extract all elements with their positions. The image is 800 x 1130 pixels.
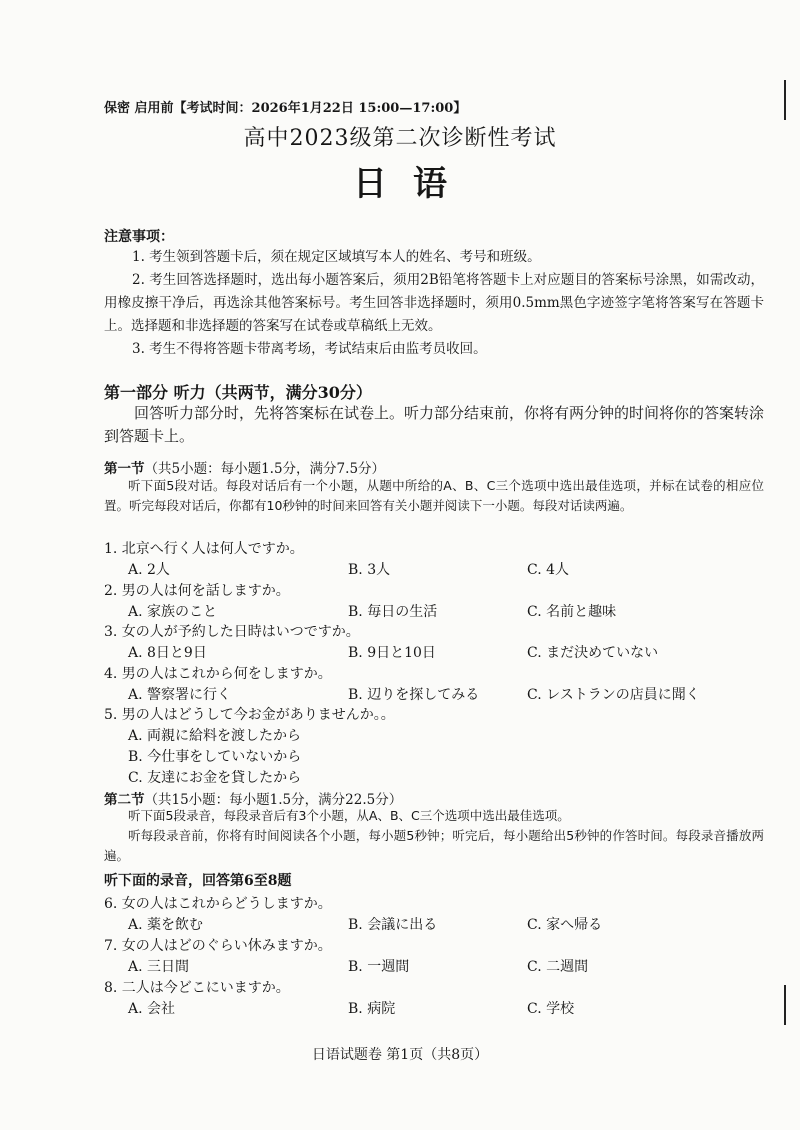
- section-meta: （共5小题：每小题1.5分，满分7.5分）: [144, 461, 386, 477]
- notice-title: 注意事项：: [104, 229, 174, 245]
- option-b: B. 辺りを探してみる: [348, 687, 480, 703]
- scan-edge-line: [784, 985, 786, 1025]
- question-text: 4. 男の人はこれから何をしますか。: [104, 666, 332, 682]
- option-a: A. 家族のこと: [128, 604, 218, 620]
- question-text: 7. 女の人はどのぐらい休みますか。: [104, 938, 332, 954]
- option-a: A. 三日間: [128, 959, 190, 975]
- subject-title: 日语: [353, 164, 473, 204]
- notice-list: [104, 246, 764, 361]
- listening-group-title: 听下面的录音，回答第6至8题: [104, 873, 292, 889]
- question-text: 5. 男の人はどうして今お金がありませんか。。: [104, 707, 395, 723]
- section-intro: [104, 806, 764, 866]
- option-a: A. 両親に給料を渡したから: [128, 728, 302, 744]
- option-a: A. 会社: [128, 1001, 176, 1017]
- notice-item: 2. 考生回答选择题时，选出每小题答案后，须用2B铅笔将答题卡上对应题目的答案标号涂黑，如需改动，用橡皮擦干净后，再选涂其他答案标号。考生回答非选择题时，须用0.5mm黑色字迹签字笔将答案写在答题卡上。选择题和非选择题的答案写在试卷或草稿纸上无效。: [104, 272, 764, 334]
- option-b: B. 会議に出る: [348, 917, 438, 933]
- part-intro: [104, 402, 764, 448]
- option-b: B. 一週間: [348, 959, 410, 975]
- question-text: 3. 女の人が予約した日時はいつですか。: [104, 624, 360, 640]
- scan-edge-line: [784, 80, 786, 120]
- option-b: B. 病院: [348, 1001, 396, 1017]
- option-c: C. レストランの店員に聞く: [527, 687, 700, 703]
- section-intro-text: 听下面5段对话。每段对话后有一个小题，从题中所给的A、B、C三个选项中选出最佳选项，并标在试卷的相应位置。听完每段对话后，你都有10秒钟的时间来回答有关小题并阅读下一小题。每段对话读两遍。: [104, 478, 764, 513]
- option-b: B. 毎日の生活: [348, 604, 438, 620]
- option-c: C. 二週間: [527, 959, 589, 975]
- question-text: 6. 女の人はこれからどうしますか。: [104, 896, 332, 912]
- option-c: C. 友達にお金を貸したから: [128, 770, 302, 786]
- part-intro-text: 回答听力部分时，先将答案标在试卷上。听力部分结束前，你将有两分钟的时间将你的答案转涂到答题卡上。: [104, 404, 765, 445]
- notice-item: 1. 考生领到答题卡后，须在规定区域填写本人的姓名、考号和班级。: [132, 249, 541, 265]
- option-c: C. 4人: [527, 562, 570, 578]
- section-label: 第二节: [104, 792, 145, 808]
- section-intro: [104, 476, 764, 516]
- page-footer: 日语试题卷 第1页（共8页）: [311, 1047, 489, 1063]
- question-text: 1. 北京へ行く人は何人ですか。: [104, 541, 304, 557]
- section-title: [104, 457, 764, 477]
- confidential-header: 保密 启用前【考试时间：2026年1月22日 15:00—17:00】: [104, 101, 467, 116]
- notice-item: 3. 考生不得将答题卡带离考场，考试结束后由监考员收回。: [132, 341, 487, 357]
- section-title: [104, 788, 764, 808]
- option-c: C. 家へ帰る: [527, 917, 603, 933]
- option-c: C. まだ決めていない: [527, 645, 659, 661]
- section-intro-text: 听下面5段录音，每段录音后有3个小题，从A、B、C三个选项中选出最佳选项。: [128, 808, 570, 823]
- part-title: 第一部分 听力（共两节，满分30分）: [104, 383, 372, 402]
- section-intro-text: 听每段录音前，你将有时间阅读各个小题，每小题5秒钟；听完后，每小题给出5秒钟的作答时间。每段录音播放两遍。: [104, 828, 764, 863]
- option-b: B. 3人: [348, 562, 391, 578]
- option-a: A. 警察署に行く: [128, 687, 232, 703]
- option-c: C. 名前と趣味: [527, 604, 617, 620]
- option-a: A. 8日と9日: [128, 645, 207, 661]
- option-b: B. 今仕事をしていないから: [128, 749, 302, 765]
- option-c: C. 学校: [527, 1001, 575, 1017]
- option-b: B. 9日と10日: [348, 645, 436, 661]
- option-a: A. 薬を飲む: [128, 917, 204, 933]
- section-meta: （共15小题：每小题1.5分，满分22.5分）: [144, 792, 403, 808]
- option-a: A. 2人: [128, 562, 170, 578]
- question-text: 8. 二人は今どこにいますか。: [104, 980, 290, 996]
- section-label: 第一节: [104, 461, 145, 477]
- question-text: 2. 男の人は何を話しますか。: [104, 583, 290, 599]
- exam-title: 高中2023级第二次诊断性考试: [243, 126, 557, 151]
